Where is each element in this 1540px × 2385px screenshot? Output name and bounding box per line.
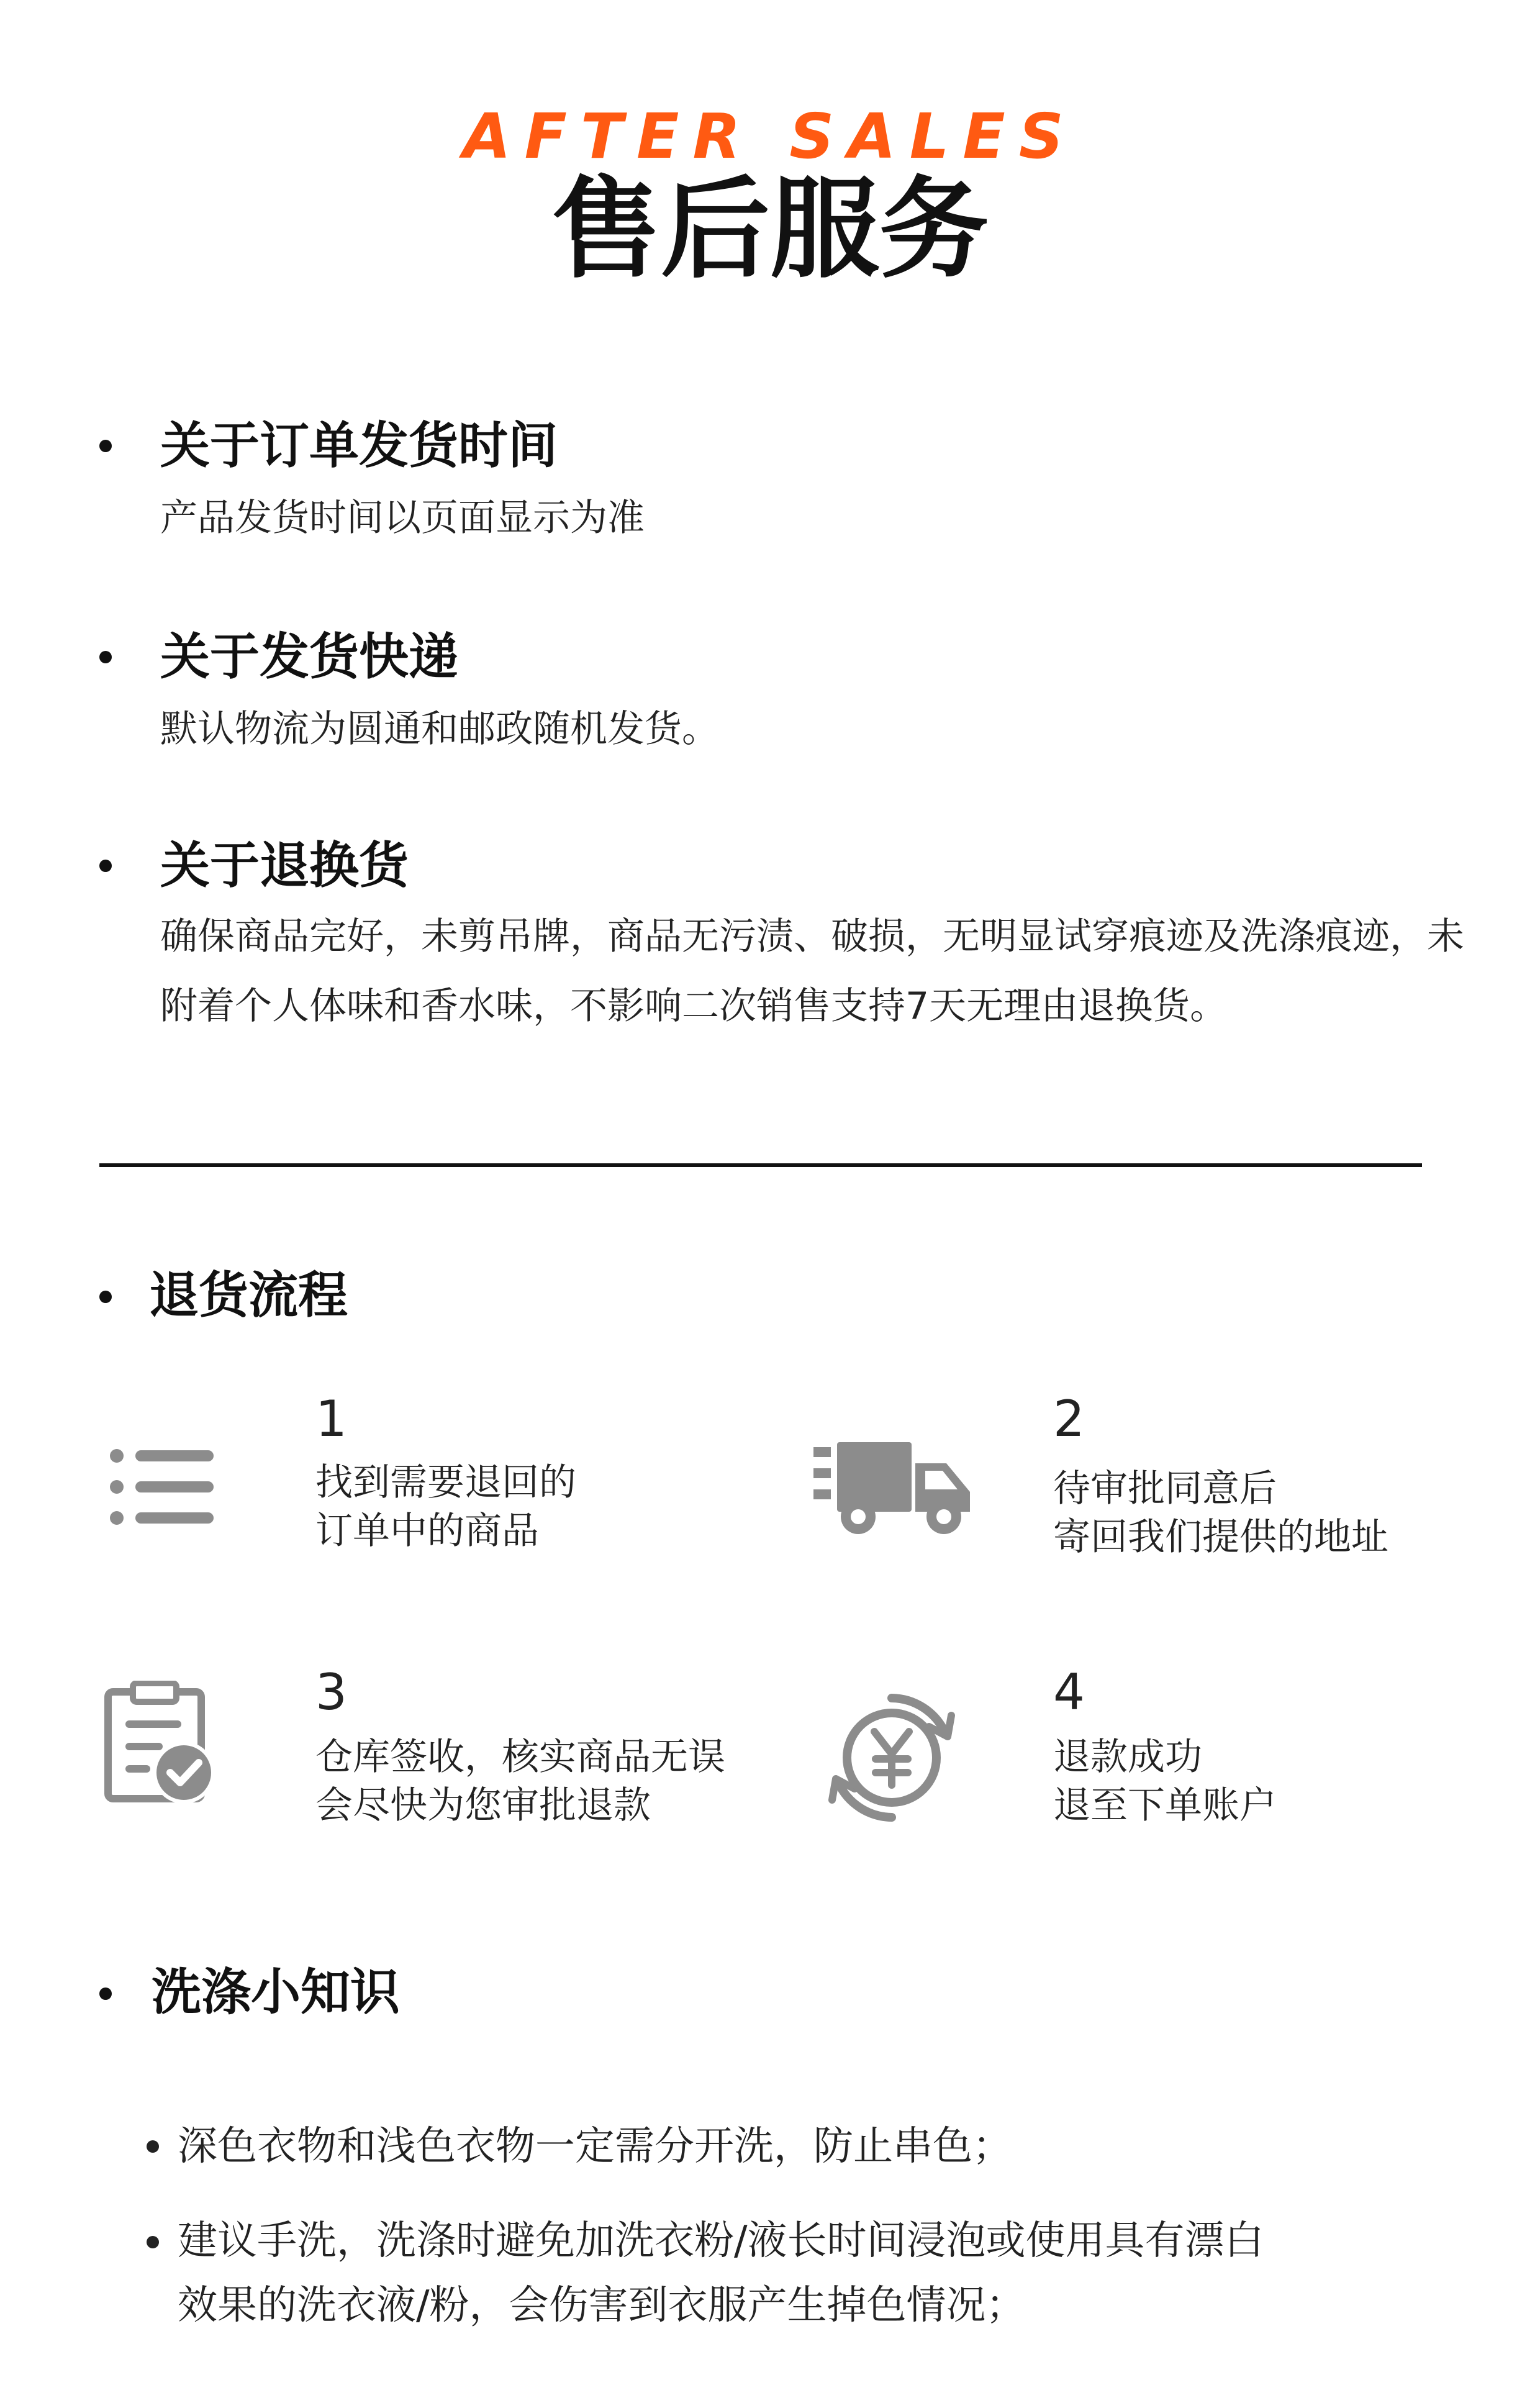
care-heading: 洗涤小知识 (152, 1963, 400, 2021)
bullet-dot (99, 651, 112, 663)
tip-item: 深色衣物和浅色衣物一定需分开洗，防止串色； (178, 2124, 1012, 2169)
section-heading-returns: 关于退换货 (160, 837, 409, 894)
brand-heading: AFTER SALES (463, 100, 1077, 173)
bullet-dot (99, 1291, 112, 1303)
yuan-refund-icon (823, 1689, 960, 1826)
section-heading-shipping-time: 关于订单发货时间 (160, 417, 558, 475)
step-number: 2 (1053, 1390, 1085, 1448)
process-heading: 退货流程 (149, 1266, 348, 1324)
list-icon (109, 1447, 215, 1528)
step-number: 3 (315, 1663, 347, 1721)
section-body-returns: 确保商品完好，未剪吊牌，商品无污渍、破损，无明显试穿痕迹及洗涤痕迹，未附着个人体味和香水味，不影响二次销售支持7天无理由退换货。 (160, 915, 1464, 1028)
bullet-dot (99, 1988, 112, 2000)
section-body-courier: 默认物流为圆通和邮政随机发货。 (160, 707, 719, 751)
clipboard-check-icon (104, 1681, 222, 1805)
divider (99, 1163, 1422, 1167)
bullet-dot (99, 440, 112, 452)
step-text: 待审批同意后 寄回我们提供的地址 (1053, 1467, 1388, 1559)
tip-bullet (147, 2236, 159, 2248)
step-text: 退款成功 退至下单账户 (1053, 1735, 1277, 1827)
bullet-dot (99, 860, 112, 872)
tip-item: 建议手洗，洗涤时避免加洗衣粉/液长时间浸泡或使用具有漂白效果的洗衣液/粉，会伤害到衣服产生掉色情况； (178, 2218, 1264, 2328)
step-number: 4 (1053, 1663, 1085, 1721)
step-text: 找到需要退回的 订单中的商品 (315, 1461, 576, 1553)
tip-bullet (147, 2140, 159, 2153)
page-title: 售后服务 (551, 166, 989, 293)
section-heading-courier: 关于发货快递 (160, 628, 458, 686)
step-text: 仓库签收，核实商品无误 会尽快为您审批退款 (315, 1735, 725, 1827)
section-body-shipping-time: 产品发货时间以页面显示为准 (160, 496, 645, 540)
truck-icon (813, 1440, 975, 1539)
step-number: 1 (315, 1390, 347, 1448)
